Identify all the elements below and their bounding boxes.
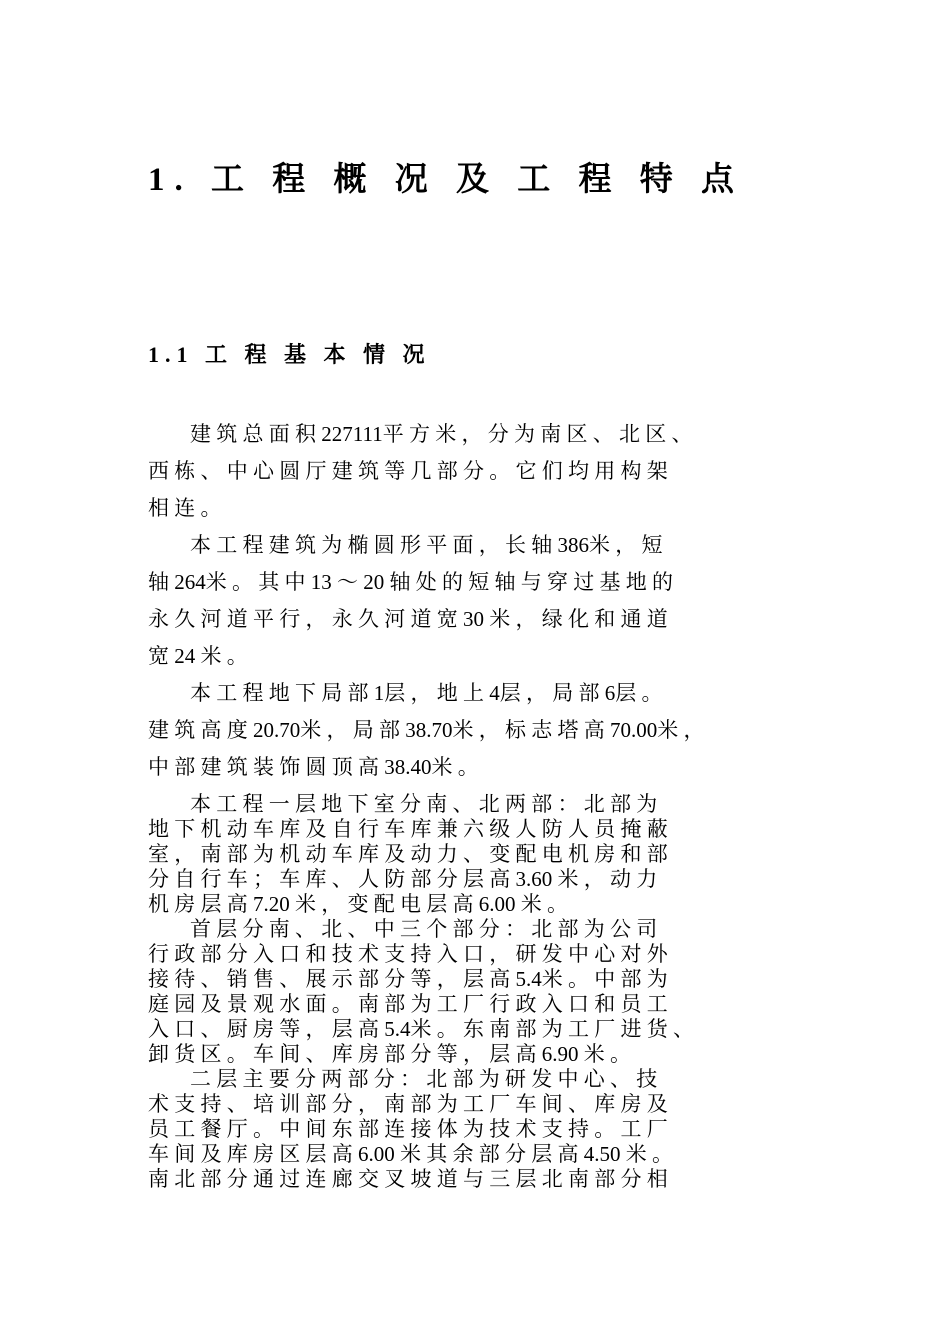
body-text-line: 接 待 、 销 售 、 展 示 部 分 等 ， 层 高 5.4米 。 中 部 为 [148,967,668,991]
body-text-line: 轴 264米 。 其 中 13 ～ 20 轴 处 的 短 轴 与 穿 过 基 地 的 [148,570,673,594]
body-text-line: 首 层 分 南 、 北 、 中 三 个 部 分 ： 北 部 为 公 司 [148,917,658,941]
body-text-line: 西 栋 、 中 心 圆 厅 建 筑 等 几 部 分 。 它 们 均 用 构 架 [148,459,668,483]
body-text-line: 地 下 机 动 车 库 及 自 行 车 库 兼 六 级 人 防 人 员 掩 蔽 [148,817,668,841]
body-text-line: 术 支 持 、 培 训 部 分 ， 南 部 为 工 厂 车 间 、 库 房 及 [148,1092,668,1116]
body-text-line: 机 房 层 高 7.20 米 ， 变 配 电 层 高 6.00 米 。 [148,892,568,916]
body-text-line: 卸 货 区 。 车 间 、 库 房 部 分 等 ， 层 高 6.90 米 。 [148,1042,631,1066]
body-text-line: 宽 24 米 。 [148,644,248,668]
body-text-line: 室 ， 南 部 为 机 动 车 库 及 动 力 、 变 配 电 机 房 和 部 [148,842,668,866]
body-text-line: 行 政 部 分 入 口 和 技 术 支 持 入 口 ， 研 发 中 心 对 外 [148,942,668,966]
body-text-line: 南 北 部 分 通 过 连 廊 交 叉 坡 道 与 三 层 北 南 部 分 相 [148,1167,668,1191]
body-text-line: 建 筑 总 面 积 227111平 方 米 ， 分 为 南 区 、 北 区 、 [148,422,693,446]
body-text-line: 本 工 程 建 筑 为 椭 圆 形 平 面 ， 长 轴 386米 ， 短 [148,533,663,557]
body-text-line: 永 久 河 道 平 行 ， 永 久 河 道 宽 30 米 ， 绿 化 和 通 道 [148,607,668,631]
body-text-line: 本 工 程 地 下 局 部 1层 ， 地 上 4层 ， 局 部 6层 。 [148,681,663,705]
body-text-line: 庭 园 及 景 观 水 面 。 南 部 为 工 厂 行 政 入 口 和 员 工 [148,992,668,1016]
body-text-line: 分 自 行 车 ； 车 库 、 人 防 部 分 层 高 3.60 米 ， 动 力 [148,867,658,891]
body-text-line: 员 工 餐 厅 。 中 间 东 部 连 接 体 为 技 术 支 持 。 工 厂 [148,1117,668,1141]
body-text-line: 二 层 主 要 分 两 部 分 ： 北 部 为 研 发 中 心 、 技 [148,1067,658,1091]
section-heading: 1.1 工 程 基 本 情 况 [148,342,431,367]
body-text-line: 建 筑 高 度 20.70米 ， 局 部 38.70米 ， 标 志 塔 高 70.00米 ， [148,718,705,742]
body-text-line: 本 工 程 一 层 地 下 室 分 南 、 北 两 部 ： 北 部 为 [148,792,658,816]
chapter-heading: 1. 工 程 概 况 及 工 程 特 点 [148,162,744,198]
body-text-line: 车 间 及 库 房 区 层 高 6.00 米 其 余 部 分 层 高 4.50 米 。 [148,1142,673,1166]
body-text-line: 中 部 建 筑 装 饰 圆 顶 高 38.40米 。 [148,755,479,779]
body-text-line: 入 口 、 厨 房 等 ， 层 高 5.4米 。 东 南 部 为 工 厂 进 货 、 [148,1017,694,1041]
body-text-line: 相 连 。 [148,496,222,520]
